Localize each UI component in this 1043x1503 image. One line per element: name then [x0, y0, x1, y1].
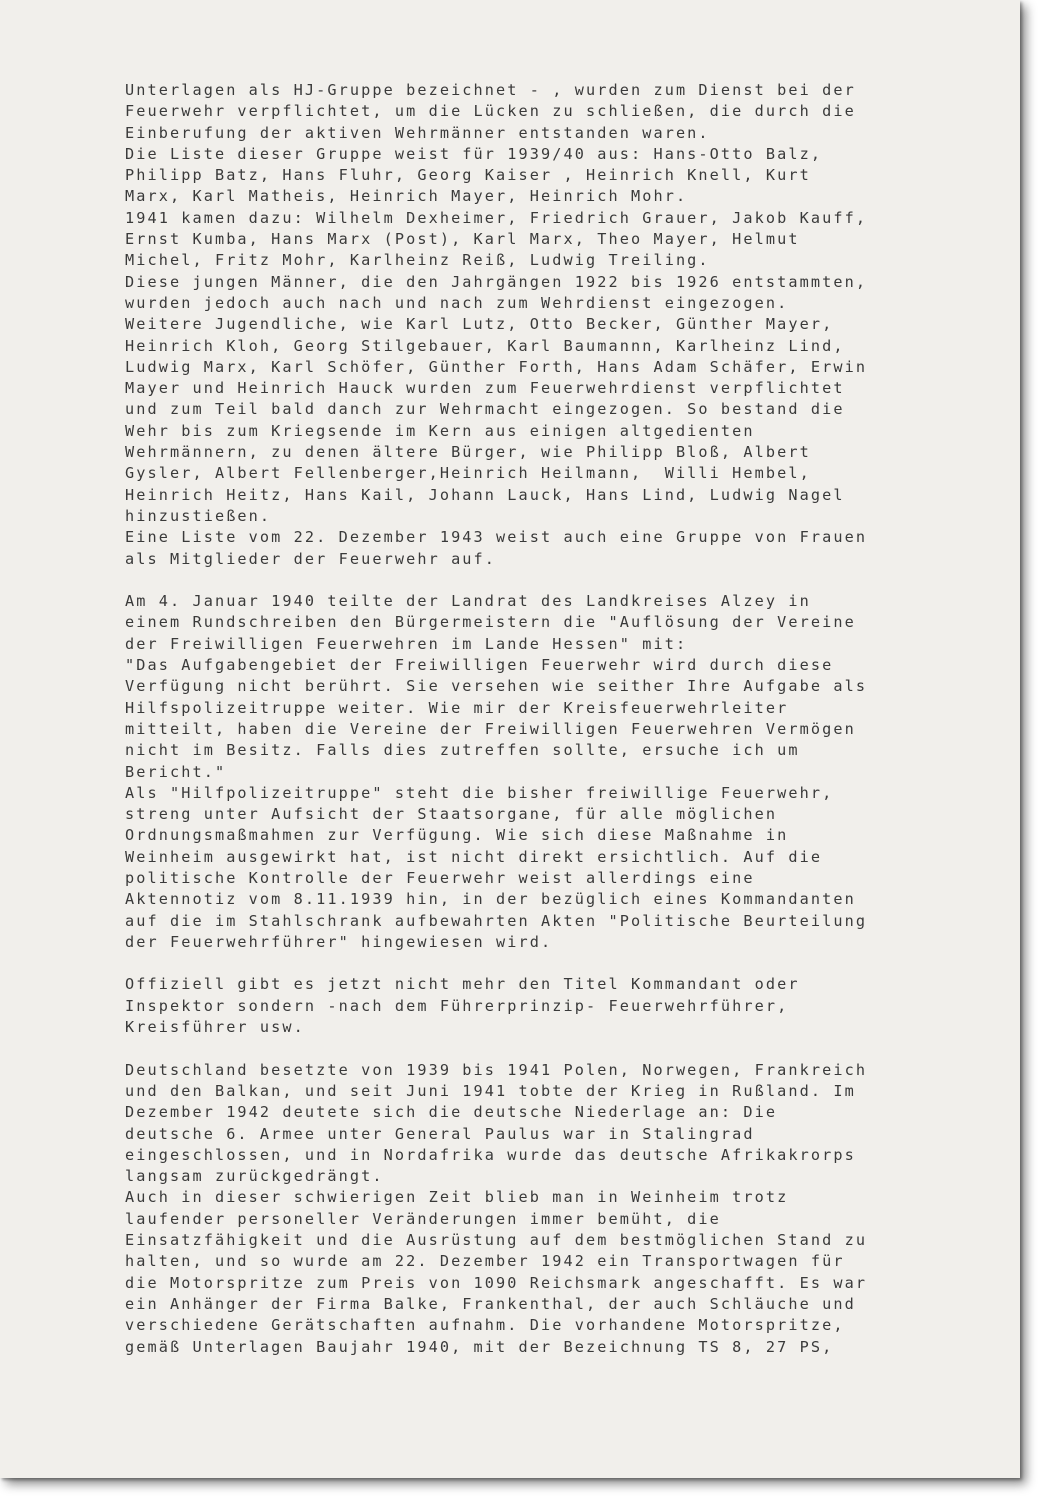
text-line: Wehrmännern, zu denen ältere Bürger, wie Philipp Bloß, Albert [125, 443, 811, 462]
text-line: Philipp Batz, Hans Fluhr, Georg Kaiser , Heinrich Knell, Kurt [125, 166, 811, 185]
paragraph-gap [125, 953, 985, 974]
text-line: die Motorspritze zum Preis von 1090 Reichsmark angeschafft. Es war [125, 1273, 868, 1292]
text-line: Diese jungen Männer, die den Jahrgängen 1922 bis 1926 entstammten, [125, 272, 868, 291]
text-line: hinzustießen. [125, 506, 272, 525]
text-line: Heinrich Kloh, Georg Stilgebauer, Karl Baumannn, Karlheinz Lind, [125, 336, 845, 355]
text-line: Weinheim ausgewirkt hat, ist nicht direkt ersichtlich. Auf die [125, 847, 823, 866]
paragraph-gap [125, 1038, 985, 1059]
text-line: Michel, Fritz Mohr, Karlheinz Reiß, Ludwig Treiling. [125, 251, 710, 270]
text-line: Auch in dieser schwierigen Zeit blieb man in Weinheim trotz [125, 1188, 789, 1207]
typewritten-text [125, 80, 985, 1358]
text-line: der Freiwilligen Feuerwehren im Lande Hessen" mit: [125, 634, 688, 653]
text-line: Weitere Jugendliche, wie Karl Lutz, Otto Becker, Günther Mayer, [125, 315, 834, 334]
text-line: Ordnungsmaßmahmen zur Verfügung. Wie sich diese Maßnahme in [125, 826, 789, 845]
text-line: Heinrich Heitz, Hans Kail, Johann Lauck, Hans Lind, Ludwig Nagel [125, 485, 845, 504]
text-line: und den Balkan, und seit Juni 1941 tobte der Krieg in Rußland. Im [125, 1081, 856, 1100]
text-line: einem Rundschreiben den Bürgermeistern die "Auflösung der Vereine [125, 613, 856, 632]
text-line: politische Kontrolle der Feuerwehr weist allerdings eine [125, 868, 755, 887]
text-line: Ernst Kumba, Hans Marx (Post), Karl Marx, Theo Mayer, Helmut [125, 230, 800, 249]
text-line: Mayer und Heinrich Hauck wurden zum Feuerwehrdienst verpflichtet [125, 379, 845, 398]
text-line: Die Liste dieser Gruppe weist für 1939/40 aus: Hans-Otto Balz, [125, 144, 823, 163]
text-line: auf die im Stahlschrank aufbewahrten Akten "Politische Beurteilung [125, 911, 868, 930]
text-line: als Mitglieder der Feuerwehr auf. [125, 549, 497, 568]
text-line: Ludwig Marx, Karl Schöfer, Günther Forth, Hans Adam Schäfer, Erwin [125, 357, 868, 376]
text-line: Aktennotiz vom 8.11.1939 hin, in der bezüglich eines Kommandanten [125, 890, 856, 909]
text-line: und zum Teil bald danch zur Wehrmacht eingezogen. So bestand die [125, 400, 845, 419]
text-line: Als "Hilfpolizeitruppe" steht die bisher freiwillige Feuerwehr, [125, 783, 834, 802]
text-line: Verfügung nicht berührt. Sie versehen wie seither Ihre Aufgabe als [125, 677, 868, 696]
text-line: Dezember 1942 deutete sich die deutsche Niederlage an: Die [125, 1103, 778, 1122]
text-line: gemäß Unterlagen Baujahr 1940, mit der Bezeichnung TS 8, 27 PS, [125, 1337, 834, 1356]
text-line: deutsche 6. Armee unter General Paulus war in Stalingrad [125, 1124, 755, 1143]
text-line: der Feuerwehrführer" hingewiesen wird. [125, 932, 553, 951]
text-line: ein Anhänger der Firma Balke, Frankenthal, der auch Schläuche und [125, 1294, 856, 1313]
text-line: Hilfspolizeitruppe weiter. Wie mir der Kreisfeuerwehrleiter [125, 698, 789, 717]
text-line: Feuerwehr verpflichtet, um die Lücken zu schließen, die durch die [125, 102, 856, 121]
text-line: "Das Aufgabengebiet der Freiwilligen Feuerwehr wird durch diese [125, 656, 834, 675]
text-line: mitteilt, haben die Vereine der Freiwilligen Feuerwehren Vermögen [125, 719, 856, 738]
text-line: laufender personeller Veränderungen immer bemüht, die [125, 1209, 721, 1228]
text-line: Wehr bis zum Kriegsende im Kern aus einigen altgedienten [125, 421, 755, 440]
text-line: wurden jedoch auch nach und nach zum Wehrdienst eingezogen. [125, 293, 789, 312]
text-line: Kreisführer usw. [125, 1018, 305, 1037]
text-line: Inspektor sondern -nach dem Führerprinzip- Feuerwehrführer, [125, 996, 789, 1015]
text-line: Am 4. Januar 1940 teilte der Landrat des Landkreises Alzey in [125, 592, 811, 611]
text-line: Einsatzfähigkeit und die Ausrüstung auf dem bestmöglichen Stand zu [125, 1231, 868, 1250]
paragraph-gap [125, 570, 985, 591]
text-line: Unterlagen als HJ-Gruppe bezeichnet - , wurden zum Dienst bei der [125, 81, 856, 99]
text-line: Einberufung der aktiven Wehrmänner entstanden waren. [125, 123, 710, 142]
text-line: verschiedene Gerätschaften aufnahm. Die vorhandene Motorspritze, [125, 1316, 845, 1335]
text-line: Offiziell gibt es jetzt nicht mehr den Titel Kommandant oder [125, 975, 800, 994]
text-line: Bericht." [125, 762, 227, 781]
text-line: streng unter Aufsicht der Staatsorgane, für alle möglichen [125, 805, 778, 824]
text-line: nicht im Besitz. Falls dies zutreffen sollte, ersuche ich um [125, 741, 800, 760]
text-line: 1941 kamen dazu: Wilhelm Dexheimer, Friedrich Grauer, Jakob Kauff, [125, 208, 868, 227]
text-line: Marx, Karl Matheis, Heinrich Mayer, Heinrich Mohr. [125, 187, 688, 206]
text-line: Deutschland besetzte von 1939 bis 1941 Polen, Norwegen, Frankreich [125, 1060, 868, 1079]
text-line: Gysler, Albert Fellenberger,Heinrich Heilmann, Willi Hembel, [125, 464, 811, 483]
text-line: halten, und so wurde am 22. Dezember 1942 ein Transportwagen für [125, 1252, 845, 1271]
text-line: Eine Liste vom 22. Dezember 1943 weist auch eine Gruppe von Frauen [125, 528, 868, 547]
text-line: eingeschlossen, und in Nordafrika wurde das deutsche Afrikakrorps [125, 1145, 856, 1164]
text-line: langsam zurückgedrängt. [125, 1167, 384, 1186]
